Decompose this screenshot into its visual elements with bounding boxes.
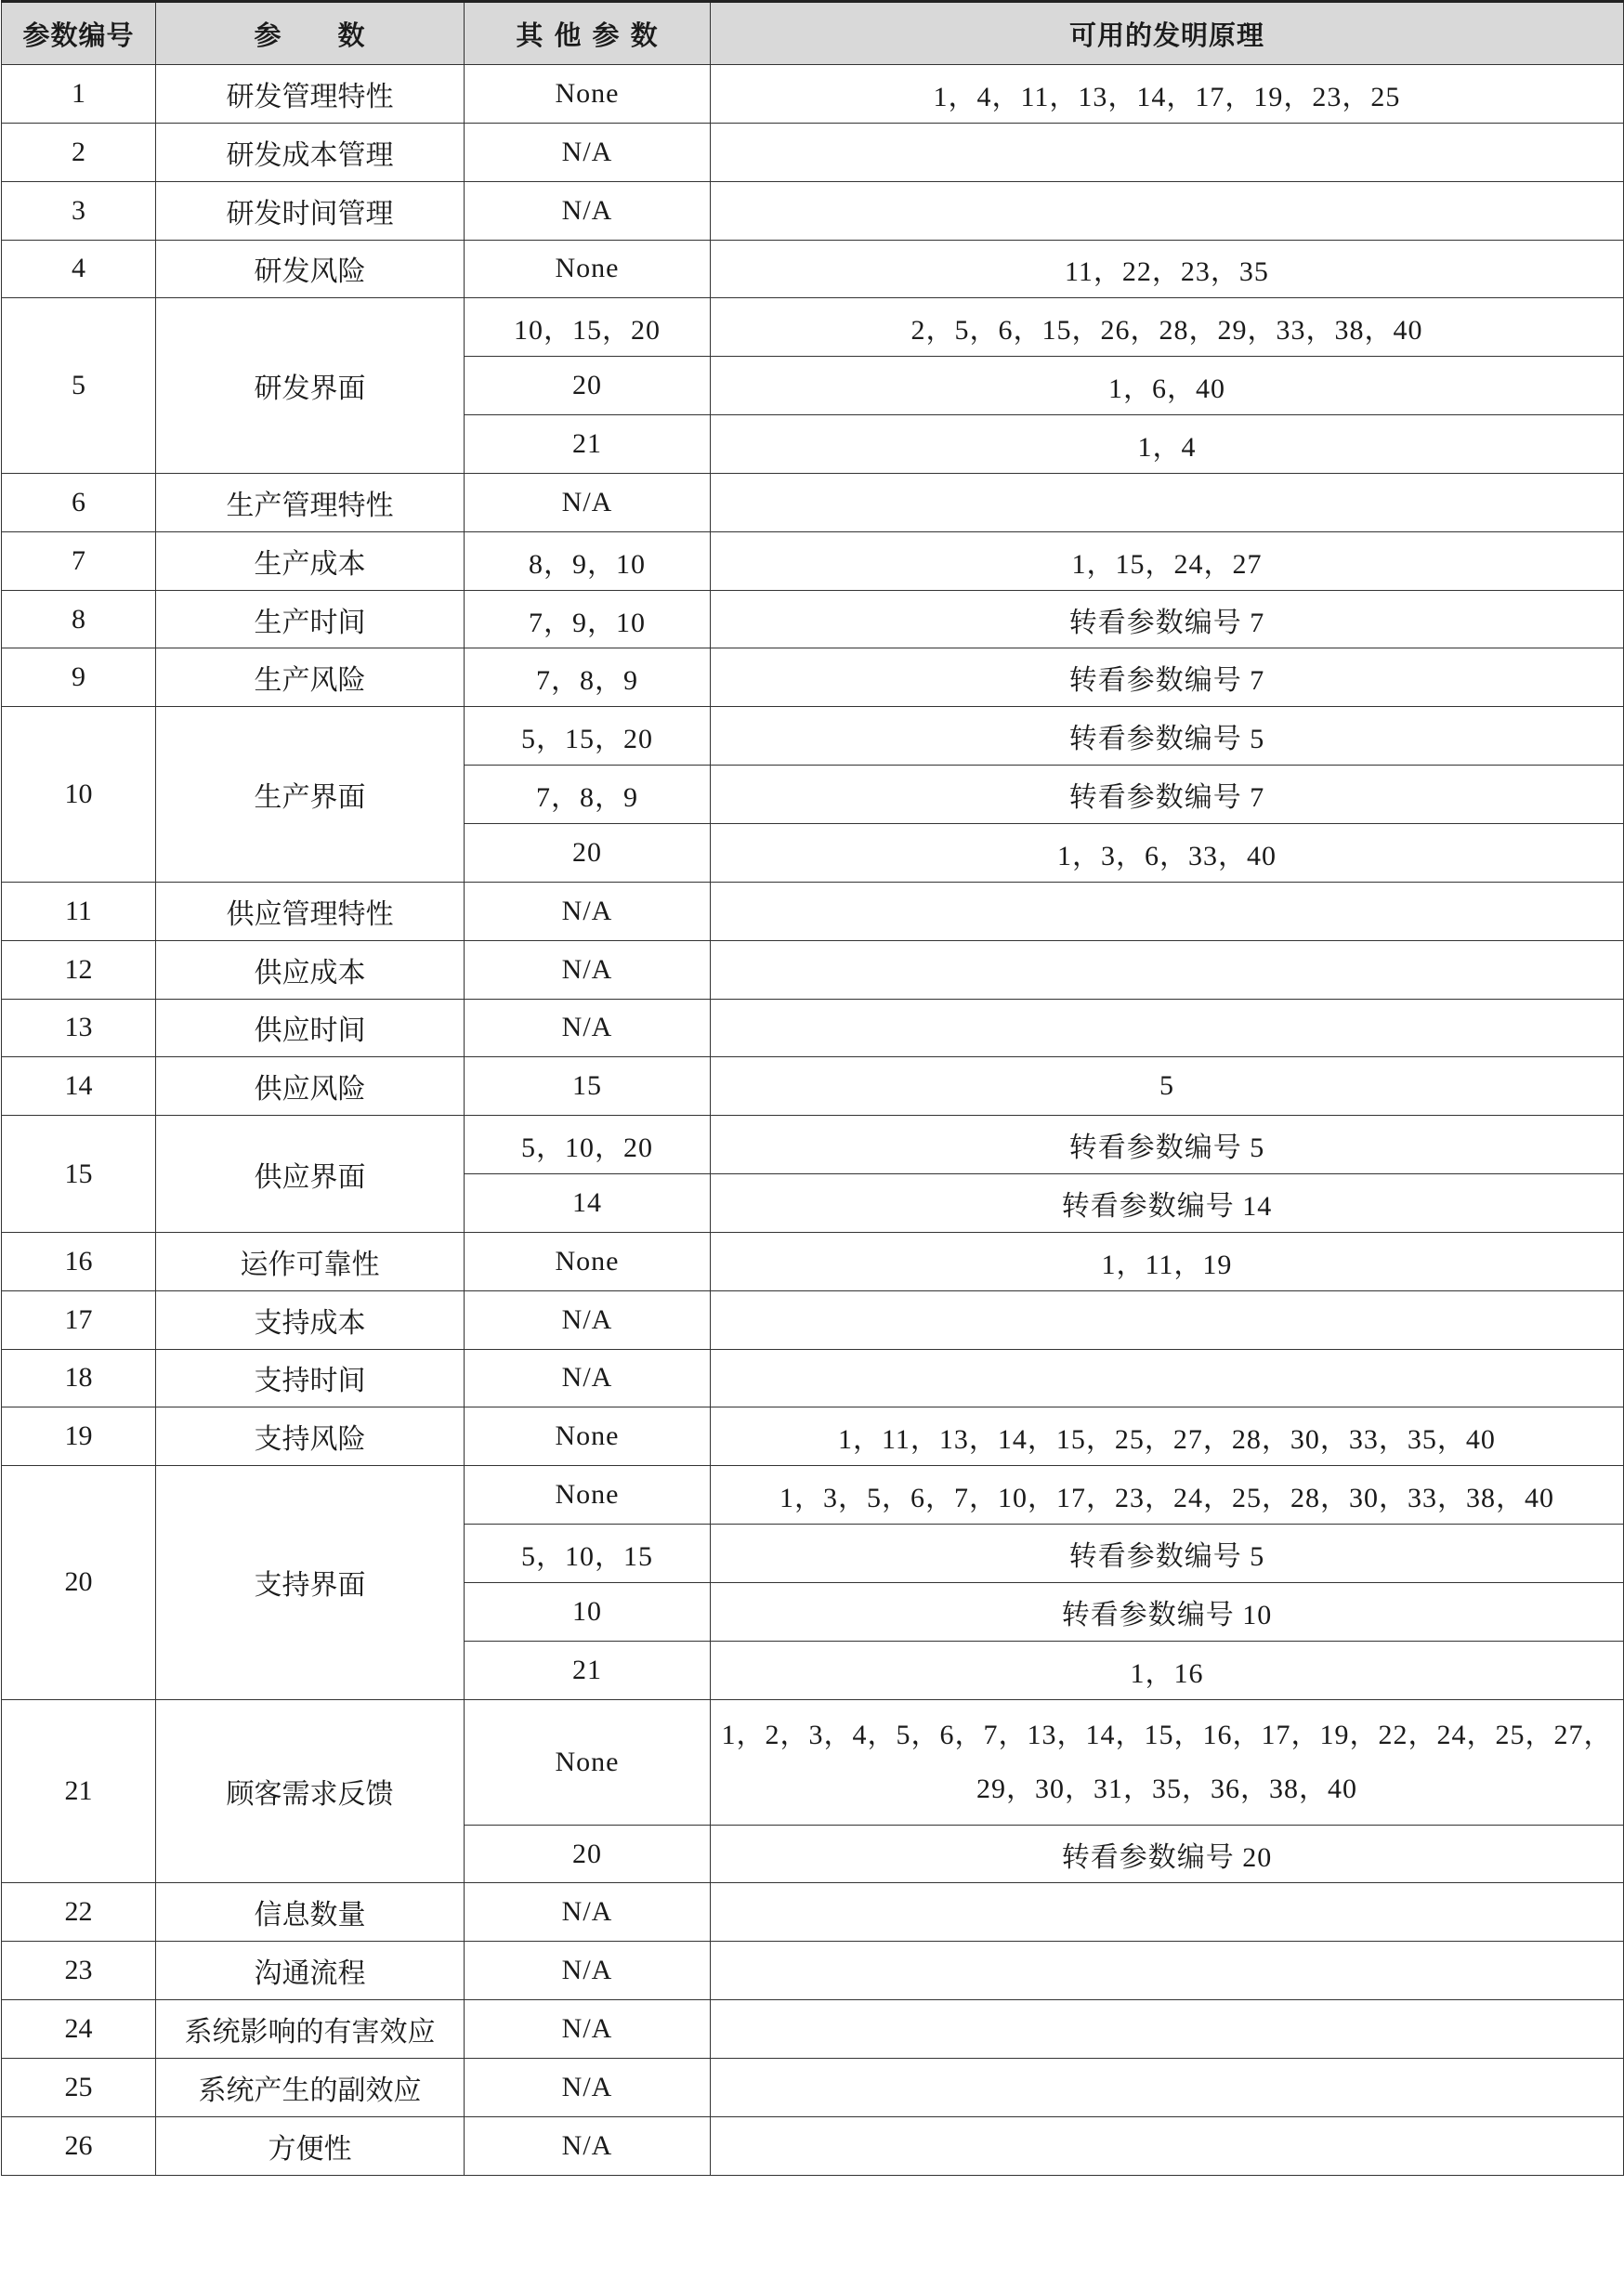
principles-cell [711,1942,1624,2000]
param-name-cell: 支持风险 [156,1407,465,1466]
param-name-cell: 研发管理特性 [156,65,465,124]
param-id-cell: 6 [2,473,156,531]
table-row [2,1883,1624,1942]
other-params-cell: N/A [465,1290,711,1349]
principles-cell: 1，11，19 [711,1232,1624,1290]
other-params-cell: 21 [465,1641,711,1699]
param-name-cell: 生产界面 [156,707,465,883]
param-id-cell: 13 [2,999,156,1057]
table-row [2,882,1624,940]
param-name-cell: 运作可靠性 [156,1232,465,1290]
param-id-cell: 21 [2,1699,156,1883]
table-row [2,1349,1624,1407]
table-row [2,1466,1624,1525]
param-name-cell: 支持成本 [156,1290,465,1349]
table-row [2,648,1624,707]
principles-cell: 1，2，3，4，5，6，7，13，14，15，16，17，19，22，24，25，27，29，30，31，35，36，38，40 [711,1699,1624,1825]
table-row [2,1407,1624,1466]
param-id-cell: 1 [2,65,156,124]
table-row [2,999,1624,1057]
table-row [2,181,1624,240]
principles-cell: 5 [711,1057,1624,1116]
principles-cell: 转看参数编号 7 [711,590,1624,648]
param-name-cell: 供应管理特性 [156,882,465,940]
principles-cell: 转看参数编号 5 [711,1525,1624,1583]
param-id-cell: 14 [2,1057,156,1116]
table-row [2,1699,1624,1825]
param-id-cell: 15 [2,1116,156,1233]
principles-cell: 1，3，5，6，7，10，17，23，24，25，28，30，33，38，40 [711,1466,1624,1525]
principles-cell [711,1349,1624,1407]
table-row [2,707,1624,766]
invention-principles-table [1,0,1624,2176]
table-row [2,1942,1624,2000]
other-params-cell: N/A [465,2116,711,2175]
table-row [2,298,1624,357]
param-id-cell: 12 [2,940,156,999]
param-name-cell: 研发成本管理 [156,123,465,181]
other-params-cell: N/A [465,2059,711,2117]
param-name-cell: 研发风险 [156,240,465,298]
other-params-cell: 10，15，20 [465,298,711,357]
param-id-cell: 23 [2,1942,156,2000]
other-params-cell: 10 [465,1582,711,1641]
table-row [2,1290,1624,1349]
param-id-cell: 8 [2,590,156,648]
other-params-cell: N/A [465,1942,711,2000]
table-row [2,240,1624,298]
other-params-cell: 5，10，20 [465,1116,711,1174]
other-params-cell: None [465,1466,711,1525]
param-name-cell: 生产时间 [156,590,465,648]
param-name-cell: 研发时间管理 [156,181,465,240]
other-params-cell: 14 [465,1174,711,1233]
param-id-cell: 9 [2,648,156,707]
param-name-cell: 生产成本 [156,531,465,590]
other-params-cell: 21 [465,415,711,474]
other-params-cell: N/A [465,123,711,181]
principles-cell: 转看参数编号 7 [711,766,1624,824]
param-id-cell: 24 [2,2000,156,2059]
header-other-params: 其 他 参 数 [465,2,711,65]
table-row [2,1057,1624,1116]
principles-cell: 转看参数编号 5 [711,707,1624,766]
other-params-cell: None [465,1407,711,1466]
param-name-cell: 支持时间 [156,1349,465,1407]
header-row [2,2,1624,65]
principles-cell: 转看参数编号 14 [711,1174,1624,1233]
other-params-cell: 8，9，10 [465,531,711,590]
other-params-cell: 15 [465,1057,711,1116]
principles-cell: 转看参数编号 5 [711,1116,1624,1174]
param-name-cell: 供应界面 [156,1116,465,1233]
param-id-cell: 3 [2,181,156,240]
other-params-cell: 5，10，15 [465,1525,711,1583]
principles-cell: 1，4，11，13，14，17，19，23，25 [711,65,1624,124]
other-params-cell: None [465,1699,711,1825]
param-name-cell: 研发界面 [156,298,465,474]
principles-cell: 转看参数编号 7 [711,648,1624,707]
other-params-cell: N/A [465,999,711,1057]
other-params-cell: None [465,1232,711,1290]
principles-cell: 1，16 [711,1641,1624,1699]
principles-cell [711,1883,1624,1942]
principles-cell [711,123,1624,181]
principles-cell [711,999,1624,1057]
other-params-cell: 7，9，10 [465,590,711,648]
param-name-cell: 方便性 [156,2116,465,2175]
other-params-cell: 7，8，9 [465,766,711,824]
param-name-cell: 供应时间 [156,999,465,1057]
param-name-cell: 支持界面 [156,1466,465,1699]
other-params-cell: 20 [465,357,711,415]
table-row [2,473,1624,531]
table-row [2,2059,1624,2117]
param-id-cell: 5 [2,298,156,474]
param-name-cell: 供应成本 [156,940,465,999]
other-params-cell: 20 [465,823,711,882]
param-name-cell: 信息数量 [156,1883,465,1942]
table-row [2,1116,1624,1174]
param-id-cell: 22 [2,1883,156,1942]
principles-cell [711,882,1624,940]
principles-cell [711,181,1624,240]
table-row [2,65,1624,124]
header-principles: 可用的发明原理 [711,2,1624,65]
table-row [2,2116,1624,2175]
principles-cell [711,473,1624,531]
param-name-cell: 供应风险 [156,1057,465,1116]
other-params-cell: None [465,240,711,298]
principles-cell: 11，22，23，35 [711,240,1624,298]
other-params-cell: N/A [465,473,711,531]
param-name-cell: 系统产生的副效应 [156,2059,465,2117]
principles-cell: 1，4 [711,415,1624,474]
param-name-cell: 生产管理特性 [156,473,465,531]
header-param-name: 参 数 [156,2,465,65]
other-params-cell: 20 [465,1825,711,1883]
param-name-cell: 沟通流程 [156,1942,465,2000]
table-row [2,123,1624,181]
other-params-cell: N/A [465,2000,711,2059]
param-id-cell: 10 [2,707,156,883]
table-row [2,940,1624,999]
principles-cell: 1，11，13，14，15，25，27，28，30，33，35，40 [711,1407,1624,1466]
principles-cell [711,2000,1624,2059]
param-id-cell: 7 [2,531,156,590]
param-id-cell: 20 [2,1466,156,1699]
principles-cell: 1，15，24，27 [711,531,1624,590]
param-name-cell: 系统影响的有害效应 [156,2000,465,2059]
principles-cell [711,2059,1624,2117]
table-row [2,590,1624,648]
param-id-cell: 26 [2,2116,156,2175]
table-row [2,1232,1624,1290]
other-params-cell: 5，15，20 [465,707,711,766]
table-row [2,2000,1624,2059]
other-params-cell: N/A [465,1349,711,1407]
principles-cell: 转看参数编号 10 [711,1582,1624,1641]
param-id-cell: 25 [2,2059,156,2117]
principles-cell: 1，6，40 [711,357,1624,415]
other-params-cell: N/A [465,940,711,999]
principles-cell [711,940,1624,999]
other-params-cell: N/A [465,1883,711,1942]
principles-cell: 2，5，6，15，26，28，29，33，38，40 [711,298,1624,357]
principles-cell [711,1290,1624,1349]
other-params-cell: None [465,65,711,124]
table-row [2,531,1624,590]
param-id-cell: 4 [2,240,156,298]
principles-cell: 1，3，6，33，40 [711,823,1624,882]
param-id-cell: 19 [2,1407,156,1466]
param-name-cell: 生产风险 [156,648,465,707]
principles-cell [711,2116,1624,2175]
other-params-cell: 7，8，9 [465,648,711,707]
other-params-cell: N/A [465,882,711,940]
principles-cell: 转看参数编号 20 [711,1825,1624,1883]
param-id-cell: 16 [2,1232,156,1290]
param-id-cell: 18 [2,1349,156,1407]
param-id-cell: 11 [2,882,156,940]
other-params-cell: N/A [465,181,711,240]
table-body [2,65,1624,2176]
param-name-cell: 顾客需求反馈 [156,1699,465,1883]
param-id-cell: 17 [2,1290,156,1349]
param-id-cell: 2 [2,123,156,181]
header-param-id: 参数编号 [2,2,156,65]
